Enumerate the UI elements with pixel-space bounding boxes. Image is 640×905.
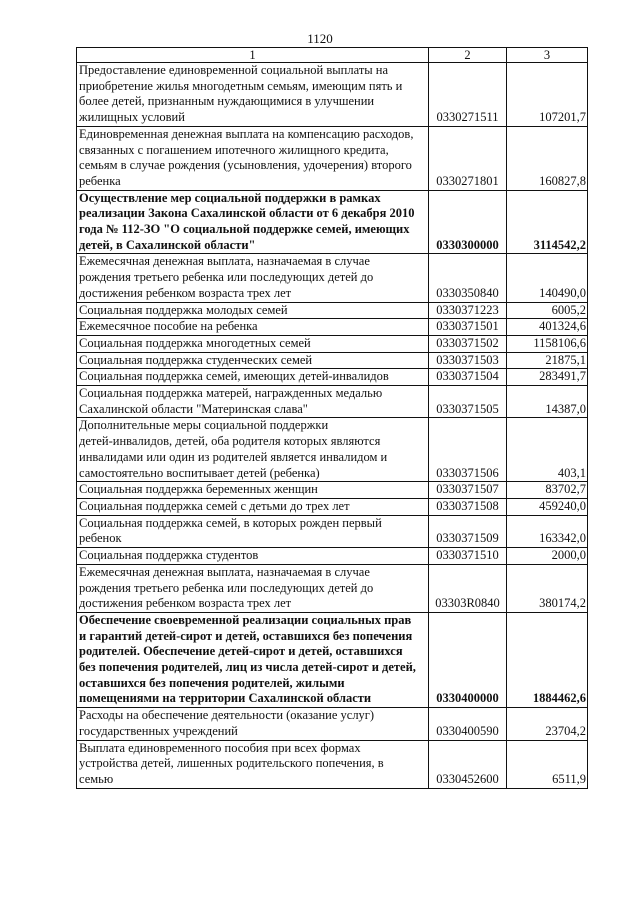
description-line: инвалидами или один из родителей является инвалидом и [79,449,388,464]
description-line: самостоятельно воспитывает детей (ребенка) [79,465,320,480]
row-description [77,63,429,127]
description-line: Единовременная денежная выплата на компенсацию расходов, [79,126,414,141]
description-line: Социальная поддержка многодетных семей [79,335,311,350]
description-line: детей-инвалидов, детей, оба родителя которых являются [79,434,381,449]
row-code: 0330371502 [429,335,507,352]
row-code: 0330371506 [429,418,507,482]
row-description [77,564,429,612]
row-description [77,548,429,565]
row-code: 0330371223 [429,302,507,319]
description-line: Дополнительные меры социальной поддержки [79,418,329,433]
row-sum: 2000,0 [507,548,588,565]
description-line: связанных с погашением ипотечного жилищного кредита, [79,142,389,157]
description-line: Социальная поддержка беременных женщин [79,482,318,497]
row-code: 0330400590 [429,708,507,740]
row-sum: 380174,2 [507,564,588,612]
description-line: Социальная поддержка студентов [79,548,259,563]
description-line: рождения третьего ребенка или последующих детей до [79,270,374,285]
column-header-code: 2 [429,48,507,63]
column-header-sum: 3 [507,48,588,63]
description-line: Социальная поддержка семей с детьми до трех лет [79,498,350,513]
row-sum: 1158106,6 [507,335,588,352]
row-description [77,482,429,499]
row-description [77,498,429,515]
description-line: Ежемесячная денежная выплата, назначаемая в случае [79,564,370,579]
row-description [77,190,429,254]
row-code: 0330371507 [429,482,507,499]
table-row [77,335,588,352]
row-sum: 14387,0 [507,386,588,418]
row-code: 0330271801 [429,126,507,190]
table-row [77,254,588,302]
description-line: рождения третьего ребенка или последующих детей до [79,580,374,595]
description-line: Обеспечение своевременной реализации социальных прав [79,612,412,627]
row-description [77,386,429,418]
row-description [77,612,429,707]
description-line: Социальная поддержка матерей, награжденных медалью [79,386,383,401]
row-description [77,335,429,352]
table-row [77,319,588,336]
table-row [77,126,588,190]
description-line: семью [79,771,114,786]
table-row [77,418,588,482]
description-line: и гарантий детей-сирот и детей, оставшихся без попечения [79,628,413,643]
table-row [77,63,588,127]
row-description [77,515,429,547]
row-sum: 459240,0 [507,498,588,515]
row-sum: 403,1 [507,418,588,482]
description-line: детей, в Сахалинской области" [79,237,256,252]
row-code: 0330452600 [429,740,507,788]
description-line: Ежемесячное пособие на ребенка [79,319,258,334]
row-code: 0330300000 [429,190,507,254]
row-description [77,740,429,788]
description-line: Предоставление единовременной социальной выплаты на [79,63,389,77]
description-line: помещениями на территории Сахалинской области [79,691,372,706]
header-row [77,48,588,63]
row-code: 0330371505 [429,386,507,418]
row-description [77,319,429,336]
page-number: 1120 [307,31,333,46]
description-line: ребенок [79,531,122,546]
row-sum: 3114542,2 [507,190,588,254]
description-line: без попечения родителей, лиц из числа детей-сирот и детей, [79,660,416,675]
row-sum: 21875,1 [507,352,588,369]
table-row [77,548,588,565]
description-line: года № 112-ЗО "О социальной поддержке семей, имеющих [79,222,410,237]
table-row [77,482,588,499]
table-row [77,515,588,547]
description-line: устройства детей, лишенных родительского попечения, в [79,756,384,771]
description-line: ребенка [79,173,121,188]
budget-table [76,47,588,789]
row-description [77,126,429,190]
description-line: Расходы на обеспечение деятельности (оказание услуг) [79,708,375,723]
row-code: 0330371501 [429,319,507,336]
row-code: 0330371508 [429,498,507,515]
row-sum: 6005,2 [507,302,588,319]
description-line: достижения ребенком возраста трех лет [79,285,292,300]
row-sum: 140490,0 [507,254,588,302]
table-row [77,352,588,369]
description-line: Выплата единовременного пособия при всех формах [79,740,361,755]
table-row [77,302,588,319]
row-description [77,369,429,386]
row-description [77,302,429,319]
row-code: 0330271511 [429,63,507,127]
row-code: 0330371509 [429,515,507,547]
table-header [77,48,588,63]
row-sum: 163342,0 [507,515,588,547]
description-line: Социальная поддержка молодых семей [79,302,288,317]
description-line: Осуществление мер социальной поддержки в рамках [79,190,381,205]
table-row [77,612,588,707]
description-line: Социальная поддержка студенческих семей [79,352,313,367]
description-line: реализации Закона Сахалинской области от 6 декабря 2010 [79,206,415,221]
row-code: 0330371503 [429,352,507,369]
row-description [77,254,429,302]
table-row [77,708,588,740]
table-row [77,190,588,254]
description-line: оставшихся без попечения родителей, жилыми [79,675,345,690]
row-description [77,708,429,740]
description-line: родителей. Обеспечение детей-сирот и детей, оставшихся [79,644,403,659]
row-sum: 6511,9 [507,740,588,788]
description-line: государственных учреждений [79,723,238,738]
row-sum: 160827,8 [507,126,588,190]
table-row [77,740,588,788]
description-line: Сахалинской области "Материнская слава" [79,401,308,416]
row-sum: 107201,7 [507,63,588,127]
description-line: достижения ребенком возраста трех лет [79,596,292,611]
row-code: 03303R0840 [429,564,507,612]
description-line: жилищных условий [79,110,185,125]
description-line: Социальная поддержка семей, в которых рожден первый [79,515,382,530]
row-sum: 283491,7 [507,369,588,386]
row-code: 0330350840 [429,254,507,302]
row-code: 0330400000 [429,612,507,707]
row-sum: 401324,6 [507,319,588,336]
row-sum: 83702,7 [507,482,588,499]
table-body [77,63,588,789]
row-code: 0330371504 [429,369,507,386]
column-header-name: 1 [77,48,429,63]
row-sum: 23704,2 [507,708,588,740]
table-row [77,498,588,515]
description-line: семьям в случае рождения (усыновления, удочерения) второго [79,158,412,173]
row-sum: 1884462,6 [507,612,588,707]
description-line: приобретение жилья многодетным семьям, имеющим пять и [79,78,403,93]
description-line: более детей, признанным нуждающимися в улучшении [79,94,375,109]
table-row [77,386,588,418]
table-row [77,564,588,612]
row-description [77,418,429,482]
row-description [77,352,429,369]
description-line: Социальная поддержка семей, имеющих детей-инвалидов [79,369,389,384]
table-row [77,369,588,386]
row-code: 0330371510 [429,548,507,565]
description-line: Ежемесячная денежная выплата, назначаемая в случае [79,254,370,269]
